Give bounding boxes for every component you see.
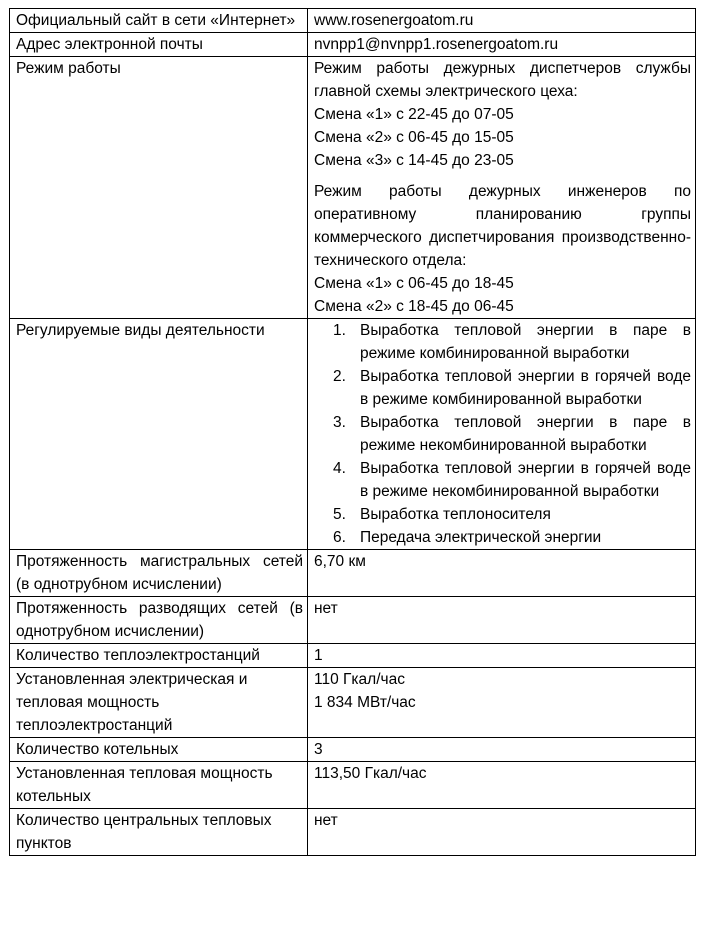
work-mode-cell xyxy=(308,57,696,319)
website-link[interactable]: www.rosenergoatom.ru xyxy=(308,9,696,33)
row-label: Количество котельных xyxy=(10,738,308,762)
list-item xyxy=(333,503,691,526)
info-table xyxy=(9,8,696,856)
shift-line: Смена «3» с 14-45 до 23-05 xyxy=(314,152,514,169)
shift-line: Смена «1» с 22-45 до 07-05 xyxy=(314,106,514,123)
engineers-intro: Режим работы дежурных инженеров по оперативному планированию группы коммерческого диспетчирования производственно-технического отдела: xyxy=(314,183,691,269)
shift-line: Смена «2» с 06-45 до 15-05 xyxy=(314,129,514,146)
list-item xyxy=(333,365,691,411)
item-number: 2. xyxy=(333,368,346,385)
row-label: Установленная тепловая мощность котельных xyxy=(10,762,308,809)
row-central-heat-points xyxy=(10,809,696,856)
dispatchers-intro: Режим работы дежурных диспетчеров службы главной схемы электрического цеха: xyxy=(314,60,691,100)
chp-capacity-cell xyxy=(308,668,696,738)
activities-cell xyxy=(308,319,696,550)
list-item xyxy=(333,457,691,503)
email-link[interactable]: nvnpp1@nvnpp1.rosenergoatom.ru xyxy=(308,33,696,57)
row-value: 6,70 км xyxy=(308,550,696,597)
paragraph-gap xyxy=(314,172,691,180)
row-label: Протяженность разводящих сетей (в однотрубном исчислении) xyxy=(10,597,308,644)
row-value: 1 xyxy=(308,644,696,668)
item-number: 1. xyxy=(333,322,346,339)
row-boiler-count xyxy=(10,738,696,762)
item-text: Выработка тепловой энергии в паре в режиме комбинированной выработки xyxy=(360,322,691,362)
row-label: Протяженность магистральных сетей (в однотрубном исчислении) xyxy=(10,550,308,597)
row-work-mode xyxy=(10,57,696,319)
document-page xyxy=(9,8,696,856)
row-label: Режим работы xyxy=(10,57,308,319)
row-label: Регулируемые виды деятельности xyxy=(10,319,308,550)
row-chp-count xyxy=(10,644,696,668)
item-text: Передача электрической энергии xyxy=(360,529,602,546)
shift-line: Смена «2» с 18-45 до 06-45 xyxy=(314,298,514,315)
row-label: Количество центральных тепловых пунктов xyxy=(10,809,308,856)
row-label: Адрес электронной почты xyxy=(10,33,308,57)
row-chp-capacity xyxy=(10,668,696,738)
row-label: Количество теплоэлектростанций xyxy=(10,644,308,668)
row-value: нет xyxy=(308,597,696,644)
row-label: Официальный сайт в сети «Интернет» xyxy=(10,9,308,33)
row-boiler-capacity xyxy=(10,762,696,809)
item-text: Выработка тепловой энергии в горячей воде в режиме некомбинированной выработки xyxy=(360,460,691,500)
row-main-networks xyxy=(10,550,696,597)
row-label: Установленная электрическая и тепловая мощность теплоэлектростанций xyxy=(10,668,308,738)
row-email xyxy=(10,33,696,57)
row-activities xyxy=(10,319,696,550)
item-text: Выработка теплоносителя xyxy=(360,506,551,523)
row-value: 113,50 Гкал/час xyxy=(308,762,696,809)
item-text: Выработка тепловой энергии в паре в режиме некомбинированной выработки xyxy=(360,414,691,454)
item-text: Выработка тепловой энергии в горячей воде в режиме комбинированной выработки xyxy=(360,368,691,408)
item-number: 6. xyxy=(333,529,346,546)
list-item xyxy=(333,411,691,457)
item-number: 5. xyxy=(333,506,346,523)
shift-line: Смена «1» с 06-45 до 18-45 xyxy=(314,275,514,292)
list-item xyxy=(333,526,691,549)
row-value: 1 834 МВт/час xyxy=(314,694,416,711)
activities-list xyxy=(314,319,691,549)
row-value: 3 xyxy=(308,738,696,762)
item-number: 3. xyxy=(333,414,346,431)
row-value: нет xyxy=(308,809,696,856)
list-item xyxy=(333,319,691,365)
row-website xyxy=(10,9,696,33)
row-value: 110 Гкал/час xyxy=(314,671,405,688)
row-distribution-networks xyxy=(10,597,696,644)
item-number: 4. xyxy=(333,460,346,477)
